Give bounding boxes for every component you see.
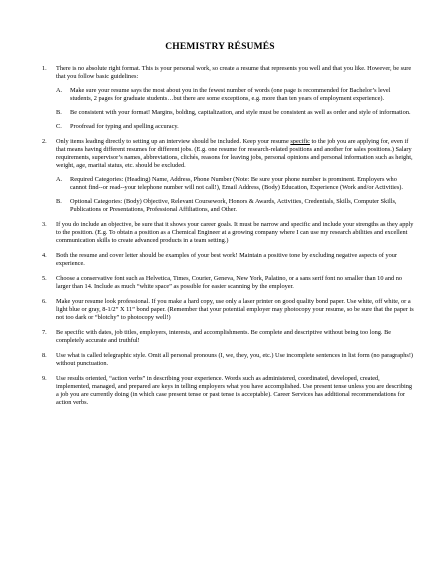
item-text bbox=[56, 138, 413, 169]
sub-item-letter: A. bbox=[56, 87, 63, 94]
sub-item bbox=[56, 109, 414, 117]
item-number: 2. bbox=[42, 138, 47, 145]
sub-item bbox=[56, 87, 414, 103]
list-item bbox=[42, 375, 414, 407]
item-number: 4. bbox=[42, 252, 47, 259]
item-number: 5. bbox=[42, 275, 47, 282]
sub-item-letter: C. bbox=[56, 123, 62, 130]
sub-item-letter: B. bbox=[56, 198, 62, 205]
list-item bbox=[42, 65, 414, 131]
item-text: Both the resume and cover letter should be examples of your best work! Maintain a positive tone by excluding negative aspects of your experience. bbox=[56, 252, 397, 267]
item-text-part: to the job you are applying for, even if that means having different resumes for different jobs. (E.g. one resume for research-related positions and another for sales positions.) Salary requirements, supervisor’s names, abbreviations, clichés, reasons for leaving jobs, personal opinions and personal information such as height, weight, age, marital status, etc. should be excluded. bbox=[56, 138, 413, 169]
item-text: Use results oriented, “action verbs” in describing your experience. Words such as administered, coordinated, developed, created, implemented, managed, and prepared are keys in telling employers what you have accomplished. Use present tense unless you are describing a job you are currently doing (in which case present tense or past tense is acceptable). Career Services has additional recommendations for action verbs. bbox=[56, 375, 413, 406]
sub-item-text: Required Categories: (Heading) Name, Address, Phone Number (Note: Be sure your phone number is prominent. Employers who cannot find--or read--your telephone number will not call!), Email Address, (Body) Education, Experience (Work and/or Activities). bbox=[70, 176, 403, 191]
page-title: CHEMISTRY RÉSUMÉS bbox=[165, 42, 275, 52]
item-text: Make your resume look professional. If you make a hard copy, use only a laser printer on good quality bond paper. Use white, off white, or a light blue or gray, 8-1/2” X 11” bond paper. (Remember that your potential employer may photocopy your resume, so be sure that the paper is not too dark or “blotchy” to photocopy well!) bbox=[56, 298, 414, 321]
guideline-list bbox=[42, 65, 414, 414]
sub-item bbox=[56, 198, 414, 214]
item-text: There is no absolute right format. This is your personal work, so create a resume that represents you well and that you like. However, be sure that you follow basic guidelines: bbox=[56, 65, 412, 80]
sub-item-letter: B. bbox=[56, 109, 62, 116]
sub-item-text: Make sure your resume says the most about you in the fewest number of words (one page is recommended for Bachelor’s level students, 2 pages for graduate students…but there are some exceptions, e.g. more than ten years of employment experience). bbox=[70, 87, 391, 102]
sub-item bbox=[56, 176, 414, 192]
item-text: Use what is called telegraphic style. Omit all personal pronouns (I, we, they, you, etc.) Use incomplete sentences in list form (no paragraphs!) without punctuation. bbox=[56, 352, 414, 367]
list-item bbox=[42, 298, 414, 322]
sub-item-text: Optional Categories: (Body) Objective, Relevant Coursework, Honors & Awards, Activities, Credentials, Skills, Computer Skills, Publications or Presentations, Professional Affiliations, and Other. bbox=[70, 198, 397, 213]
item-text-part: Only items leading directly to setting up an interview should be included. Keep your resume bbox=[56, 138, 291, 145]
sub-item-text: Be consistent with your format! Margins, bolding, capitalization, and style must be consistent as well as order and style of information. bbox=[70, 109, 411, 116]
list-item bbox=[42, 138, 414, 214]
item-number: 8. bbox=[42, 352, 47, 359]
list-item bbox=[42, 275, 414, 291]
item-number: 7. bbox=[42, 329, 47, 336]
item-number: 3. bbox=[42, 221, 47, 228]
list-item bbox=[42, 252, 414, 268]
list-item bbox=[42, 329, 414, 345]
sub-item bbox=[56, 123, 414, 131]
item-text: If you do include an objective, be sure that it shows your career goals. It must be narrow and specific and include your strengths as they apply to the position. (E.g. To obtain a position as a Chemical Engineer at a growing company where I can use my research abilities and excellent communication skills to create advanced products in a team setting.) bbox=[56, 221, 414, 244]
list-item bbox=[42, 221, 414, 245]
item-text: Choose a conservative font such as Helvetica, Times, Courier, Geneva, New York, Palatino, or a sans serif font no smaller than 10 and no larger than 14. Include as much “white space” as possible for easier scanning by the employer. bbox=[56, 275, 403, 290]
item-text: Be specific with dates, job titles, employers, interests, and accomplishments. Be complete and descriptive without being too long. Be completely accurate and truthful! bbox=[56, 329, 392, 344]
sub-item-text: Proofread for typing and spelling accuracy. bbox=[70, 123, 179, 130]
underlined-word: specific bbox=[290, 138, 310, 145]
item-number: 9. bbox=[42, 375, 47, 382]
sub-item-letter: A. bbox=[56, 176, 63, 183]
item-number: 6. bbox=[42, 298, 47, 305]
list-item bbox=[42, 352, 414, 368]
item-number: 1. bbox=[42, 65, 47, 72]
